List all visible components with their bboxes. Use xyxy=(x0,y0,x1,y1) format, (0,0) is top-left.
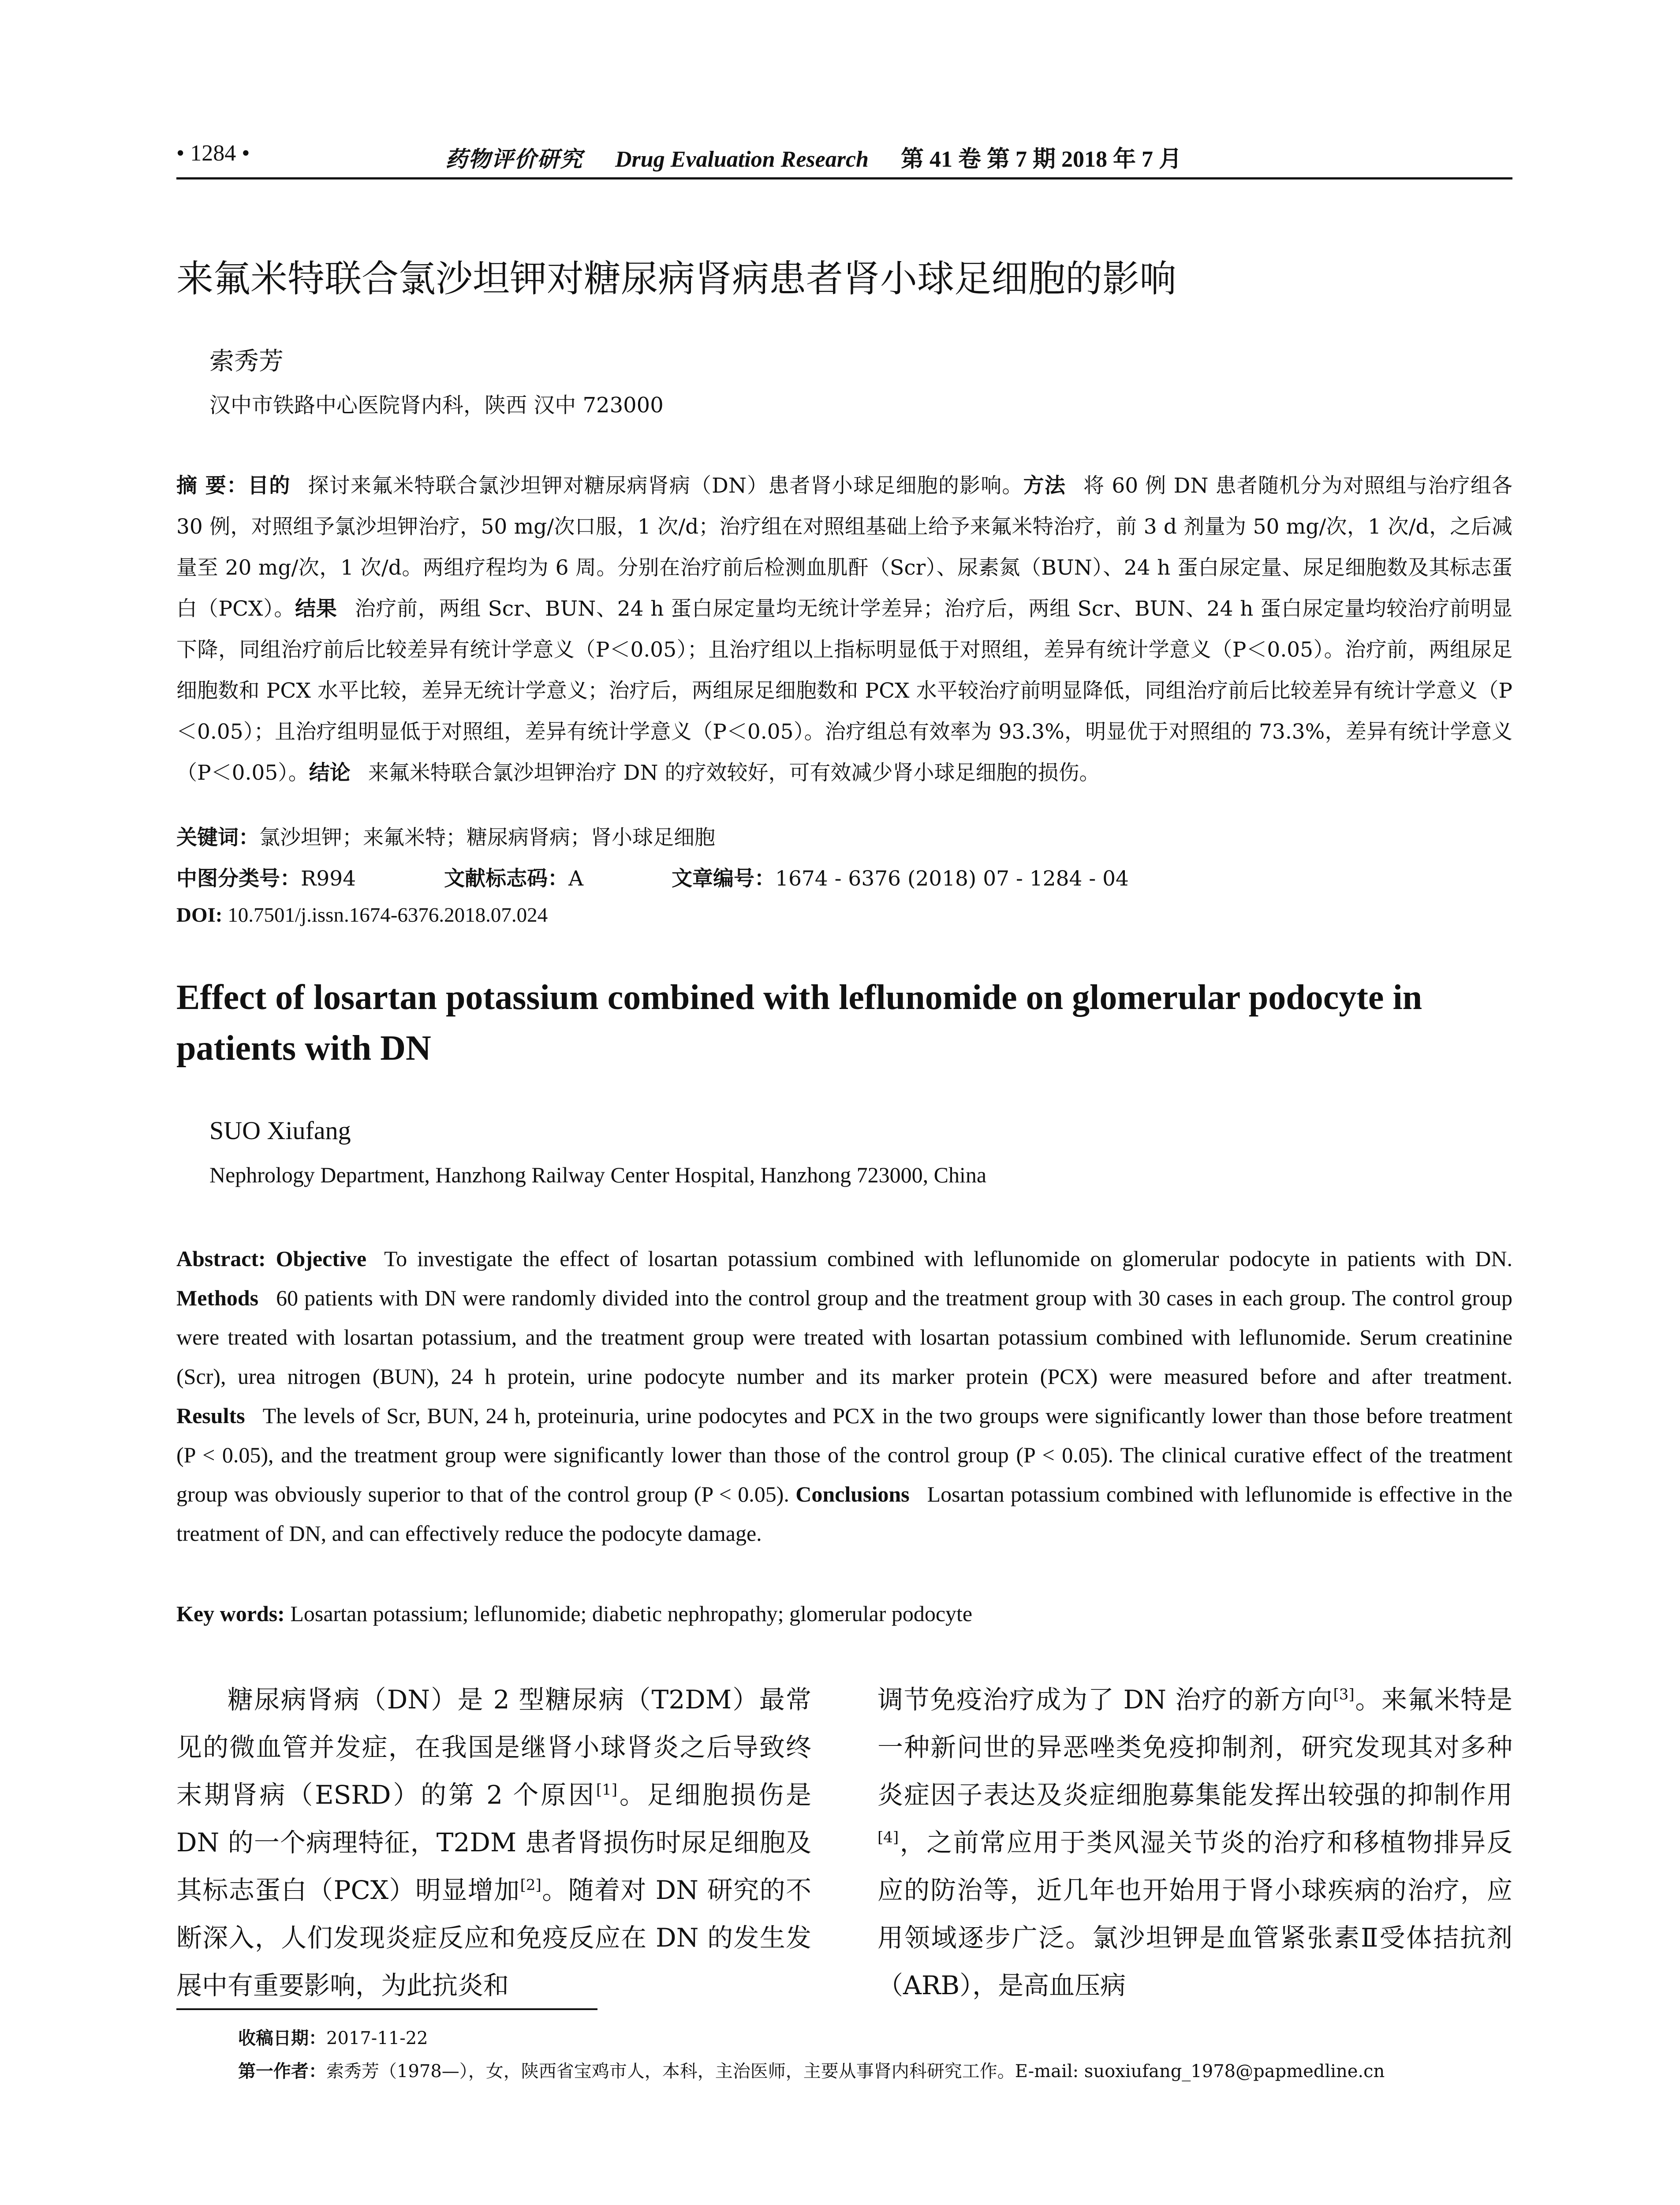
journal-name: Drug Evaluation Research xyxy=(615,147,869,172)
header-rule xyxy=(176,177,1512,179)
methods-en-text: 60 patients with DN were randomly divided into the control group and the treatment group with 30 cases in each group. The control group were treated with losartan potassium, and the treatment group were treated with losartan potassium combined with leflunomide. Serum creatinine (Scr), urea nitrogen (BUN), 24 h protein, urine podocyte number and its marker protein (PCX) were measured before and after treatment. xyxy=(176,1286,1512,1389)
keywords-english xyxy=(176,1601,972,1626)
volume-issue: 第 41 卷 第 7 期 2018 年 7 月 xyxy=(900,147,1182,172)
clc-value: R994 xyxy=(301,867,356,891)
results-en-label: Results xyxy=(176,1403,245,1428)
author-english: SUO Xiufang xyxy=(209,1116,351,1145)
doc-code-value: A xyxy=(568,867,584,891)
results-label: 结果 xyxy=(295,597,337,621)
journal-header-center xyxy=(445,140,1182,173)
body-text: 。随着对 DN 研究的不断深入，人们发现炎症反应和免疫反应在 DN 的发生发展中有重要影响，为此抗炎和 xyxy=(176,1875,811,2000)
body-column-left xyxy=(176,1676,811,2009)
abstract-en-label: Abstract: xyxy=(176,1246,266,1271)
affiliation-english: Nephrology Department, Hanzhong Railway Center Hospital, Hanzhong 723000, China xyxy=(209,1162,987,1187)
conclusion-en-text: Losartan potassium combined with leflunomide is effective in the treatment of DN, and can effectively reduce the podocyte damage. xyxy=(176,1482,1512,1546)
methods-label: 方法 xyxy=(1023,474,1066,498)
first-author-label: 第一作者： xyxy=(238,2061,326,2082)
objective-text: 探讨来氟米特联合氯沙坦钾对糖尿病肾病（DN）患者肾小球足细胞的影响。 xyxy=(308,474,1023,498)
citation-ref[interactable]: [4] xyxy=(877,1828,899,1846)
received-date: 2017-11-22 xyxy=(326,2028,428,2048)
doc-code-label: 文献标志码： xyxy=(444,867,569,891)
keywords-text: 氯沙坦钾；来氟米特；糖尿病肾病；肾小球足细胞 xyxy=(259,826,715,850)
results-text: 治疗前，两组 Scr、BUN、24 h 蛋白尿定量均无统计学差异；治疗后，两组 Scr、BUN、24 h 蛋白尿定量均较治疗前明显下降，同组治疗前后比较差异有统计学意义（P＜0.05）；且治疗组以上指标明显低于对照组，差异有统计学意义（P＜0.05）。治疗前，两组尿足细胞数和 PCX 水平比较，差异无统计学意义；治疗后，两组尿足细胞数和 PCX 水平较治疗前明显降低，同组治疗前后比较差异有统计学意义（P＜0.05）；且治疗组明显低于对照组，差异有统计学意义（P＜0.05）。治疗组总有效率为 93.3%，明显优于对照组的 73.3%，差异有统计学意义（P＜0.05）。 xyxy=(176,597,1513,785)
methods-en-label: Methods xyxy=(176,1286,259,1310)
objective-en-label: Objective xyxy=(276,1246,367,1271)
abstract-label: 摘 要： xyxy=(176,474,248,498)
body-text: 糖尿病肾病（DN）是 2 型糖尿病（T2DM）最常见的微血管并发症，在我国是继肾小球肾炎之后导致终末期肾病（ESRD）的第 2 个原因 xyxy=(176,1685,811,1810)
methods-text: 将 60 例 DN 患者随机分为对照组与治疗组各 30 例，对照组予氯沙坦钾治疗，50 mg/次口服，1 次/d；治疗组在对照组基础上给予来氟米特治疗，前 3 d 剂量为 50 mg/次，1 次/d，之后减量至 20 mg/次，1 次/d。两组疗程均为 6 周。分别在治疗前后检测血肌酐（Scr）、尿素氮（BUN）、24 h 蛋白尿定量、尿足细胞数及其标志蛋白（PCX）。 xyxy=(176,474,1513,621)
title-english: Effect of losartan potassium combined with leflunomide on glomerular podocyte in patients with DN xyxy=(176,978,1422,1068)
conclusion-label: 结论 xyxy=(309,761,351,785)
affiliation-chinese: 汉中市铁路中心医院肾内科，陕西 汉中 723000 xyxy=(209,393,664,418)
keywords-en-label: Key words: xyxy=(176,1601,285,1626)
citation-ref[interactable]: [3] xyxy=(1333,1686,1355,1704)
keywords-label: 关键词： xyxy=(176,826,259,850)
objective-label: 目的 xyxy=(248,474,291,498)
keywords-en-text: Losartan potassium; leflunomide; diabetic nephropathy; glomerular podocyte xyxy=(290,1601,973,1626)
doi-value[interactable]: 10.7501/j.issn.1674-6376.2018.07.024 xyxy=(228,904,548,927)
body-text: 调节免疫治疗成为了 DN 治疗的新方向 xyxy=(877,1685,1333,1715)
keywords-chinese xyxy=(176,821,715,851)
first-author-info: 索秀芳（1978—），女，陕西省宝鸡市人，本科，主治医师，主要从事肾内科研究工作。E-mail: suoxiufang_1978@papmedline.cn xyxy=(326,2061,1385,2082)
article-number-label: 文章编号： xyxy=(672,867,776,891)
footnote-received xyxy=(238,2024,428,2049)
doi-label: DOI: xyxy=(176,904,223,927)
footnote-rule xyxy=(176,2008,597,2010)
abstract-chinese xyxy=(176,465,1512,793)
body-text: ，之前常应用于类风湿关节炎的治疗和移植物排异反应的防治等，近几年也开始用于肾小球疾病的治疗，应用领域逐步广泛。氯沙坦钾是血管紧张素Ⅱ受体拮抗剂（ARB），是高血压病 xyxy=(877,1828,1512,2000)
citation-ref[interactable]: [2] xyxy=(520,1876,541,1894)
conclusion-text: 来氟米特联合氯沙坦钾治疗 DN 的疗效较好，可有效减少肾小球足细胞的损伤。 xyxy=(368,761,1100,785)
conclusion-en-label: Conclusions xyxy=(795,1482,910,1506)
clc-label: 中图分类号： xyxy=(176,867,301,891)
received-label: 收稿日期： xyxy=(238,2028,326,2048)
classification-line xyxy=(176,862,1129,892)
body-column-right xyxy=(877,1676,1512,2009)
doi-line xyxy=(176,903,548,927)
results-en-text: The levels of Scr, BUN, 24 h, proteinuria, urine podocytes and PCX in the two groups were significantly lower than those before treatment (P < 0.05), and the treatment group were significantly lower than those of the control group (P < 0.05). The clinical curative effect of the treatment group was obviously superior to that of the control group (P < 0.05). xyxy=(176,1403,1512,1506)
abstract-english xyxy=(176,1239,1512,1553)
footnote-author xyxy=(238,2057,1385,2082)
title-chinese: 来氟米特联合氯沙坦钾对糖尿病肾病患者肾小球足细胞的影响 xyxy=(176,257,1177,300)
author-chinese: 索秀芳 xyxy=(209,347,284,376)
body-text: 。足细胞损伤是 DN 的一个病理特征，T2DM 患者肾损伤时尿足细胞及其标志蛋白（PCX）明显增加 xyxy=(176,1780,811,1905)
body-text: 。来氟米特是一种新问世的异恶唑类免疫抑制剂，研究发现其对多种炎症因子表达及炎症细胞募集能发挥出较强的抑制作用 xyxy=(877,1685,1512,1810)
citation-ref[interactable]: [1] xyxy=(596,1781,618,1799)
objective-en-text: To investigate the effect of losartan potassium combined with leflunomide on glomerular podocyte in patients with DN. xyxy=(384,1246,1512,1271)
running-header xyxy=(176,140,1512,176)
journal-logo: 药物评价研究 xyxy=(445,146,583,172)
article-number-value: 1674 - 6376 (2018) 07 - 1284 - 04 xyxy=(775,867,1129,891)
page-number: • 1284 • xyxy=(176,141,250,166)
